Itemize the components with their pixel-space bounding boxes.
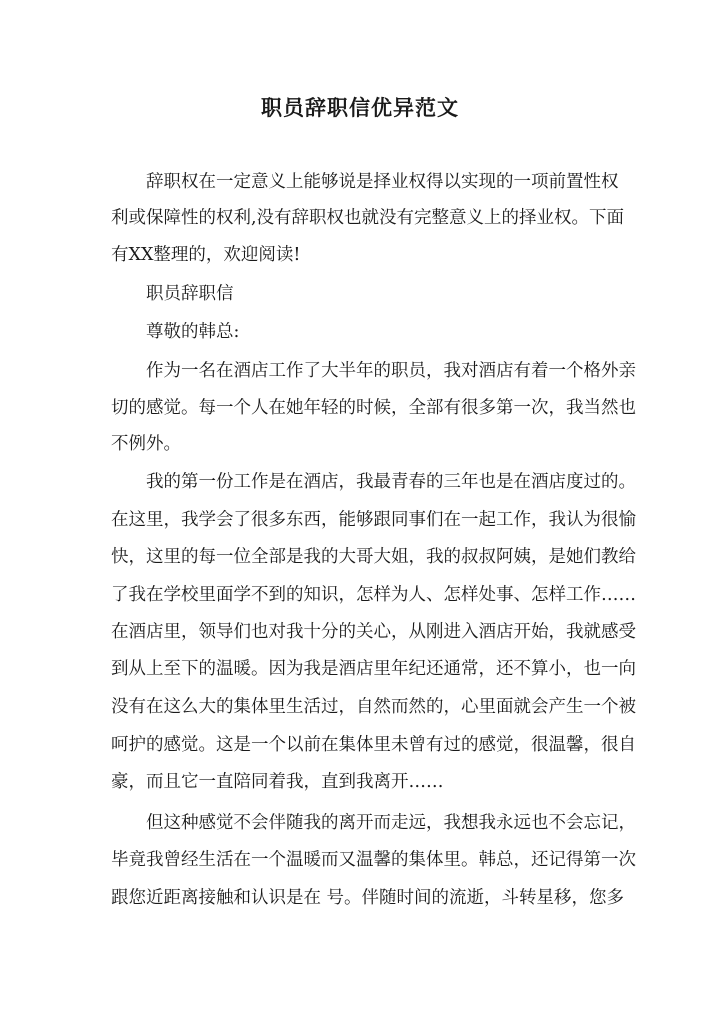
paragraph-line: 切的感觉。每一个人在她年轻的时候，全部有很多第一次，我当然也 (111, 398, 636, 418)
paragraph-line: 利或保障性的权利,没有辞职权也就没有完整意义上的择业权。下面 (111, 208, 625, 228)
letter-heading: 职员辞职信 (146, 284, 234, 304)
paragraph-line: 跟您近距离接触和认识是在 号。伴随时间的流逝，斗转星移，您多 (111, 888, 625, 908)
paragraph-line: 毕竟我曾经生活在一个温暖而又温馨的集体里。韩总，还记得第一次 (111, 850, 636, 870)
paragraph-line: 我的第一份工作是在酒店，我最青春的三年也是在酒店度过的。 (146, 472, 636, 492)
paragraph-line: 没有在这么大的集体里生活过，自然而然的，心里面就会产生一个被 (111, 697, 636, 717)
paragraph-line: 但这种感觉不会伴随我的离开而走远，我想我永远也不会忘记， (146, 813, 636, 833)
document-title: 职员辞职信优异范文 (261, 95, 459, 120)
paragraph-line: 不例外。 (111, 434, 181, 454)
paragraph-line: 了我在学校里面学不到的知识，怎样为人、怎样处事、怎样工作…… (111, 585, 636, 605)
paragraph-line: 豪，而且它一直陪同着我，直到我离开…… (111, 772, 444, 792)
paragraph-line: 作为一名在酒店工作了大半年的职员，我对酒店有着一个格外亲 (146, 361, 636, 381)
paragraph-line: 呵护的感觉。这是一个以前在集体里未曾有过的感觉，很温馨，很自 (111, 735, 636, 755)
paragraph-line: 到从上至下的温暖。因为我是酒店里年纪还通常，还不算小，也一向 (111, 659, 636, 679)
salutation: 尊敬的韩总: (146, 322, 240, 342)
paragraph-line: 在这里，我学会了很多东西，能够跟同事们在一起工作，我认为很愉 (111, 510, 636, 530)
paragraph-line: 在酒店里，领导们也对我十分的关心，从刚进入酒店开始，我就感受 (111, 622, 636, 642)
paragraph-line: 有XX整理的，欢迎阅读! (111, 245, 301, 265)
paragraph-line: 辞职权在一定意义上能够说是择业权得以实现的一项前置性权 (146, 172, 619, 192)
paragraph-line: 快，这里的每一位全部是我的大哥大姐，我的叔叔阿姨，是她们教给 (111, 547, 636, 567)
